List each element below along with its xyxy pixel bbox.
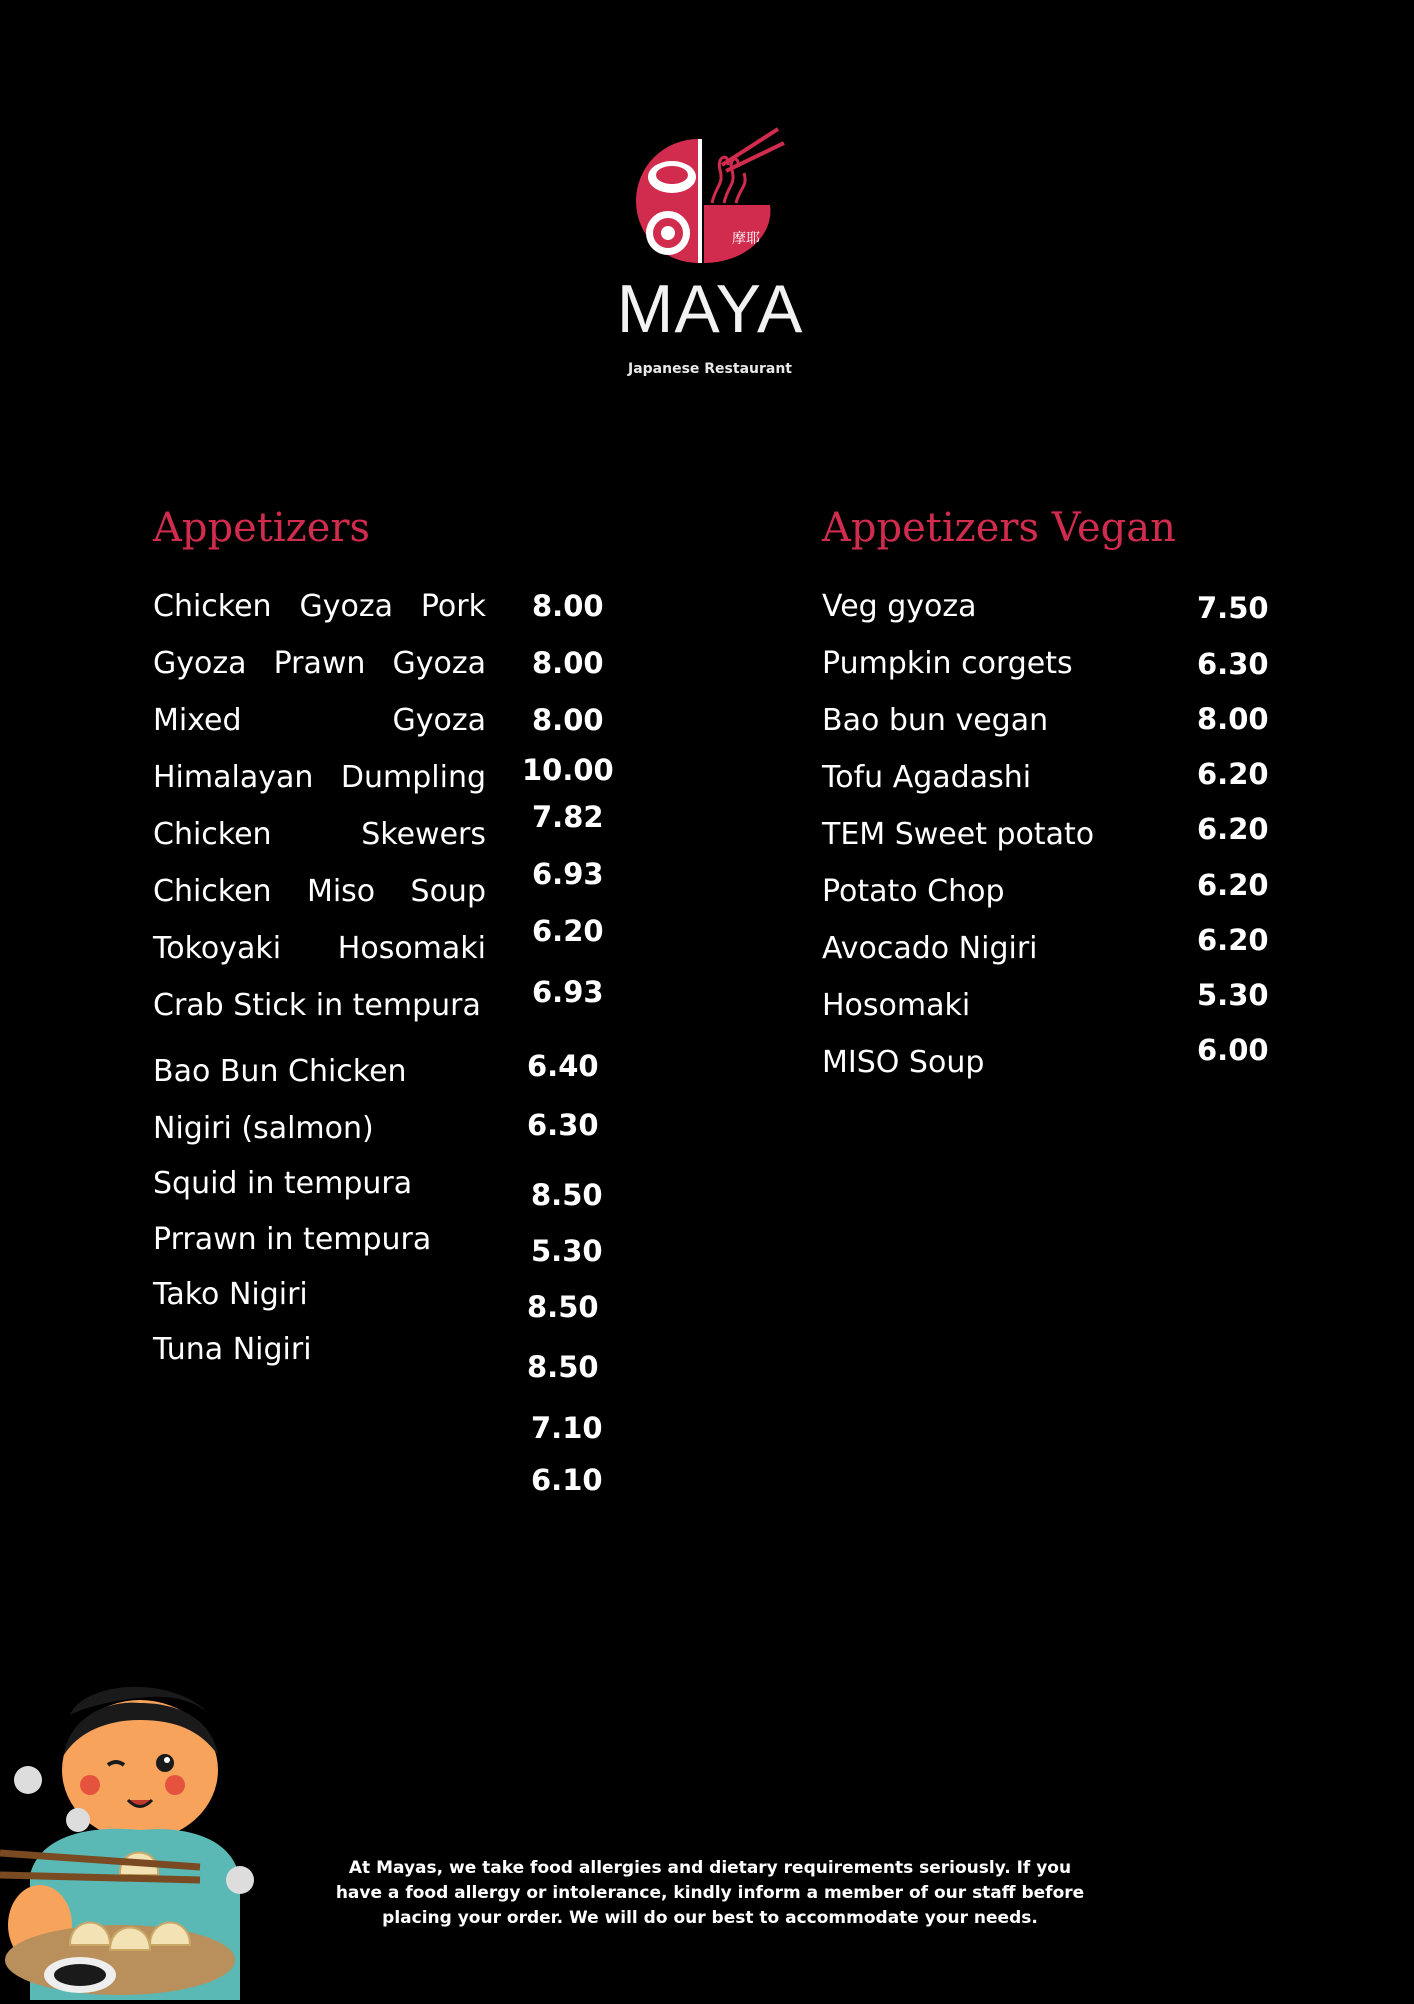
menu-item: Tuna Nigiri <box>153 1332 312 1367</box>
menu-price: 6.20 <box>1197 923 1269 957</box>
mascot-illustration <box>0 1675 270 2000</box>
menu-price: 6.93 <box>532 975 604 1009</box>
menu-price: 6.10 <box>531 1463 603 1497</box>
menu-price: 8.00 <box>532 589 604 623</box>
menu-item: Crab Stick in tempura <box>153 988 481 1023</box>
menu-item: Himalayan Dumpling <box>153 760 486 795</box>
menu-item: Chicken Miso Soup <box>153 874 486 909</box>
menu-price: 8.50 <box>527 1350 599 1384</box>
menu-item: Nigiri (salmon) <box>153 1111 374 1146</box>
menu-price: 6.00 <box>1197 1033 1269 1067</box>
menu-item: Mixed Gyoza <box>153 703 486 738</box>
menu-price: 8.50 <box>531 1178 603 1212</box>
menu-price: 7.50 <box>1197 591 1269 625</box>
menu-price: 10.00 <box>522 753 614 787</box>
menu-price: 8.50 <box>527 1290 599 1324</box>
menu-price: 6.20 <box>1197 757 1269 791</box>
menu-price: 6.20 <box>532 914 604 948</box>
restaurant-logo <box>600 125 820 385</box>
menu-item: Tako Nigiri <box>153 1277 308 1312</box>
menu-price: 6.20 <box>1197 812 1269 846</box>
menu-price: 6.93 <box>532 857 604 891</box>
menu-price: 8.00 <box>1197 702 1269 736</box>
appetizers-vegan-heading: Appetizers Vegan <box>822 505 1176 551</box>
menu-price: 7.82 <box>532 800 604 834</box>
menu-item: Hosomaki <box>822 988 971 1023</box>
menu-item: Avocado Nigiri <box>822 931 1038 966</box>
menu-price: 8.00 <box>532 703 604 737</box>
menu-price: 6.30 <box>1197 647 1269 681</box>
menu-item: Tofu Agadashi <box>822 760 1032 795</box>
menu-item: Bao Bun Chicken <box>153 1054 407 1089</box>
menu-item: TEM Sweet potato <box>822 817 1095 852</box>
menu-item: Pumpkin corgets <box>822 646 1073 681</box>
menu-price: 6.30 <box>527 1108 599 1142</box>
menu-price: 8.00 <box>532 646 604 680</box>
menu-item: Chicken Gyoza Pork <box>153 589 486 624</box>
menu-item: Prrawn in tempura <box>153 1222 432 1257</box>
menu-item: Chicken Skewers <box>153 817 486 852</box>
menu-price: 7.10 <box>531 1411 603 1445</box>
menu-price: 5.30 <box>531 1234 603 1268</box>
appetizers-heading: Appetizers <box>153 505 371 551</box>
menu-item: Veg gyoza <box>822 589 977 624</box>
sushi-ramen-logo-icon <box>620 125 800 270</box>
brand-tagline: Japanese Restaurant <box>627 361 792 377</box>
menu-item: Tokoyaki Hosomaki <box>153 931 486 966</box>
menu-item: Gyoza Prawn Gyoza <box>153 646 486 681</box>
chef-eating-dumplings-icon <box>0 1675 270 2000</box>
menu-price: 6.40 <box>527 1049 599 1083</box>
menu-price: 5.30 <box>1197 978 1269 1012</box>
menu-item: Bao bun vegan <box>822 703 1049 738</box>
menu-item: Potato Chop <box>822 874 1005 909</box>
allergy-notice: At Mayas, we take food allergies and dietary requirements seriously. If you have a food allergy or intolerance, kindly inform a member of our staff before placing your order. We will do our best to accommodate your needs. <box>335 1858 1085 1928</box>
logo-glyph: 摩耶 <box>732 231 760 247</box>
menu-item: Squid in tempura <box>153 1166 413 1201</box>
brand-name: MAYA <box>616 271 804 347</box>
menu-price: 6.20 <box>1197 868 1269 902</box>
menu-item: MISO Soup <box>822 1045 985 1080</box>
